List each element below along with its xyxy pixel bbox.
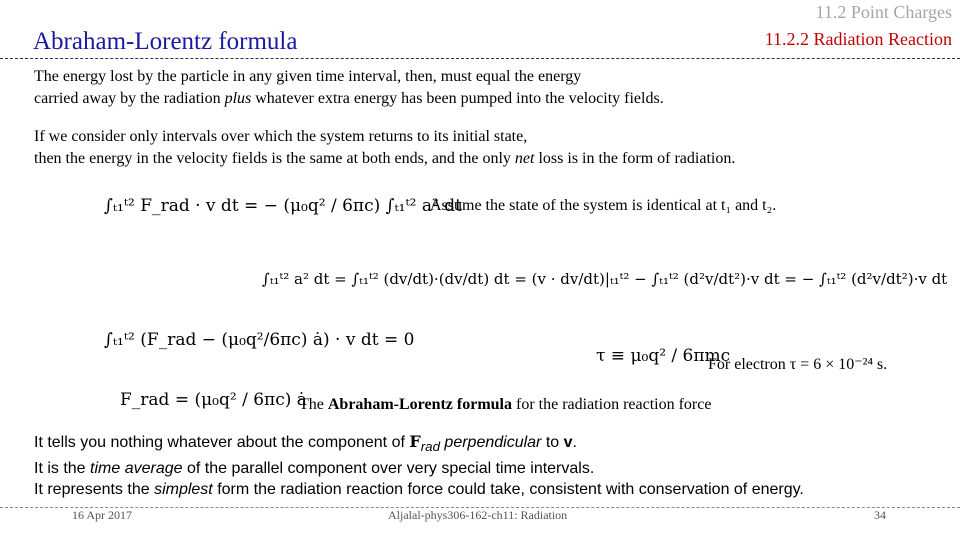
equation-power-integral: ∫ₜ₁ᵗ² F_rad · v dt = − (μ₀q² / 6πc) ∫ₜ₁ᵗ² a² dt: [104, 196, 462, 216]
text: to: [541, 434, 564, 451]
equation-tau: τ ≡ μ₀q² / 6πmc: [596, 346, 731, 366]
emphasis: perpendicular: [439, 434, 542, 451]
symbol: F: [409, 432, 421, 451]
section-label: 11.2 Point Charges: [815, 2, 952, 22]
bullet-item: [34, 458, 804, 480]
equation-abraham-lorentz: F_rad = (μ₀q² / 6πc) ȧ: [120, 390, 307, 410]
symbol: rad: [420, 439, 440, 455]
bullet-list: [34, 431, 804, 501]
emphasis: time average: [90, 459, 183, 477]
paragraph-line: [34, 148, 735, 170]
paragraph-line: [34, 88, 664, 110]
text: whatever extra energy has been pumped into the velocity fields.: [251, 90, 664, 107]
paragraph-2: [34, 126, 735, 170]
equation-zero-integral: ∫ₜ₁ᵗ² (F_rad − (μ₀q²/6πc) ȧ) · v dt = 0: [104, 330, 415, 350]
electron-note: For electron τ = 6 × 10⁻²⁴ s.: [708, 356, 888, 373]
symbol: v: [563, 434, 573, 451]
text: It represents the: [34, 481, 155, 499]
footer-date: 16 Apr 2017: [72, 508, 132, 522]
text: for the radiation reaction force: [512, 396, 712, 413]
footer-course: Aljalal-phys306-162-ch11: Radiation: [388, 508, 568, 522]
header-divider: [0, 58, 960, 59]
text: then the energy in the velocity fields is the same at both ends, and the only: [34, 150, 515, 167]
paragraph-line: If we consider only intervals over which the system returns to its initial state,: [34, 128, 528, 145]
formula-caption: [299, 396, 711, 414]
text: It is the: [34, 459, 91, 477]
text: The: [299, 396, 328, 413]
subsection-label: 11.2.2 Radiation Reaction: [764, 29, 952, 49]
bullet-item: [34, 479, 804, 501]
page-number: 34: [874, 508, 886, 522]
assumption-note: Assume the state of the system is identical at t₁ and t₂.: [430, 197, 777, 214]
text: form the radiation reaction force could take, consistent with conservation of energy.: [212, 481, 804, 499]
slide-title: Abraham-Lorentz formula: [33, 28, 298, 55]
text: It tells you nothing whatever about the component of: [34, 434, 410, 451]
paragraph-line: The energy lost by the particle in any given time interval, then, must equal the energy: [34, 68, 582, 85]
text: .: [572, 434, 577, 451]
equation-integration-by-parts: ∫ₜ₁ᵗ² a² dt = ∫ₜ₁ᵗ² (dv/dt)·(dv/dt) dt = (v · dv/dt)|ₜ₁ᵗ² − ∫ₜ₁ᵗ² (d²v/dt²)·v dt = − ∫ₜ₁ᵗ² (d²v/dt²)·v dt: [262, 270, 948, 288]
text: carried away by the radiation: [34, 90, 225, 107]
emphasis: net: [514, 150, 535, 167]
emphasis: plus: [224, 90, 252, 107]
bold-text: Abraham-Lorentz formula: [327, 396, 512, 413]
emphasis: simplest: [154, 481, 213, 499]
text: loss is in the form of radiation.: [534, 150, 736, 167]
paragraph-1: [34, 66, 664, 110]
bullet-item: [34, 431, 804, 458]
text: of the parallel component over very special time intervals.: [182, 459, 595, 477]
